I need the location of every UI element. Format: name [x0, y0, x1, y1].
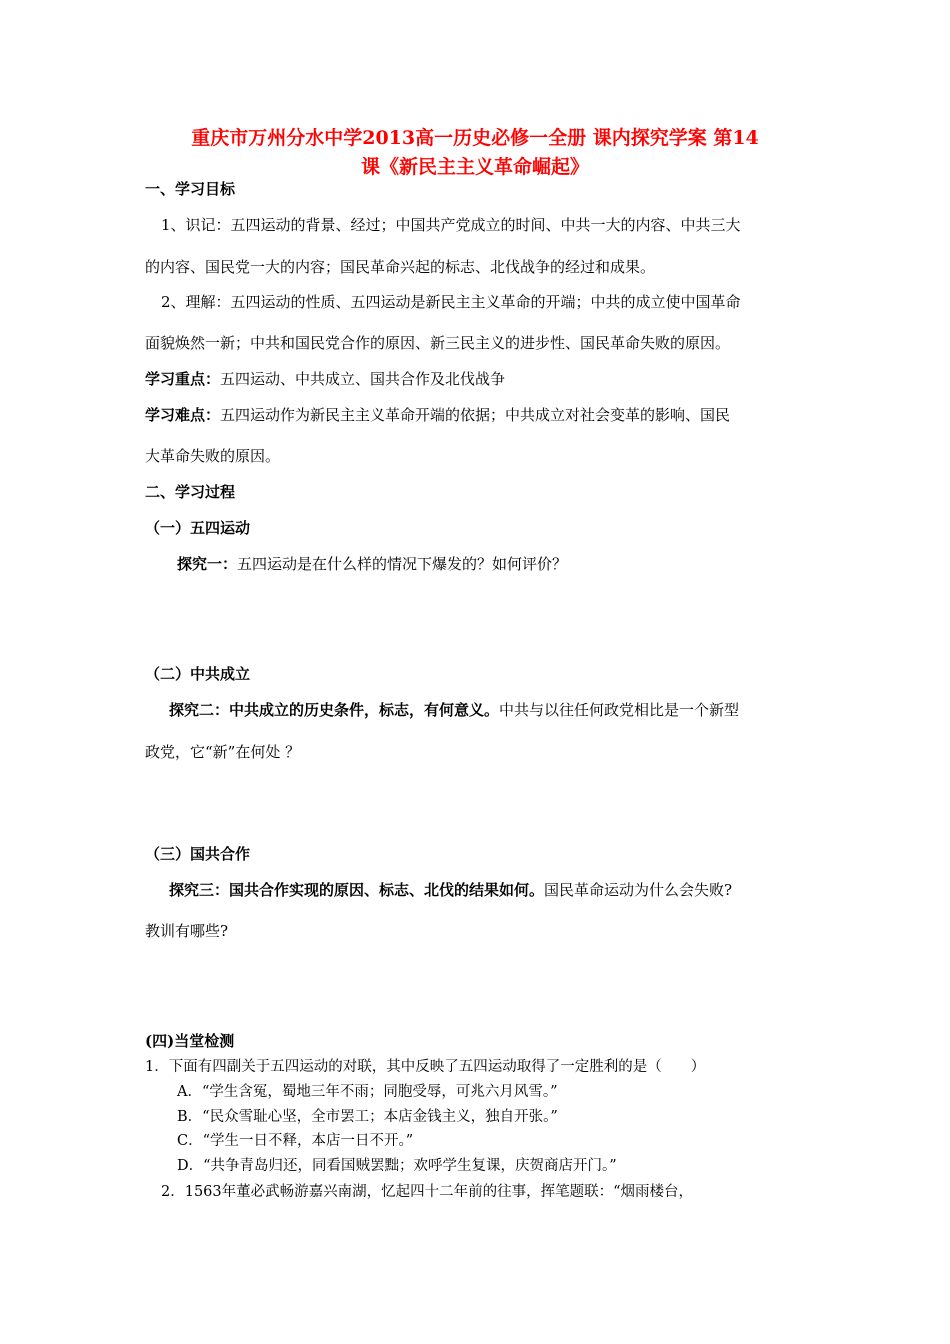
key-points-text: 五四运动、中共成立、国共合作及北伐战争 — [220, 370, 506, 388]
quiz-option-b: B．“民众雪耻心坚，全市罢工；本店金钱主义，独自开张。” — [177, 1109, 558, 1125]
objective-2-line1: 2、理解：五四运动的性质、五四运动是新民主主义革命的开端；中共的成立使中国革命 — [161, 293, 741, 311]
quiz-option-c: C．“学生一日不释，本店一日不开。” — [177, 1133, 414, 1149]
key-points-label: 学习重点： — [145, 370, 221, 388]
document-title-line2: 课《新民主主义革命崛起》 — [360, 156, 589, 178]
inquiry-3 — [169, 879, 732, 900]
subsection-class-test: (四)当堂检测 — [145, 1032, 235, 1050]
subsection-kmt-cpc-cooperation: （三）国共合作 — [145, 845, 251, 863]
difficult-points-label: 学习难点： — [145, 406, 221, 424]
inquiry-2 — [169, 699, 739, 720]
inquiry-3-bold: 探究三：国共合作实现的原因、标志、北伐的结果如何。 — [169, 881, 545, 899]
difficult-points-text: 五四运动作为新民主主义革命开端的依据；中共成立对社会变革的影响、国民 — [220, 406, 731, 424]
key-points — [145, 368, 505, 389]
objective-1-line2: 的内容、国民党一大的内容；国民革命兴起的标志、北伐战争的经过和成果。 — [145, 258, 656, 276]
inquiry-3-text: 国民革命运动为什么会失败? — [544, 881, 733, 899]
difficult-points — [145, 404, 730, 425]
inquiry-2-text: 中共与以往任何政党相比是一个新型 — [499, 701, 740, 719]
inquiry-2-line2: 政党，它“新”在何处 ？ — [145, 743, 301, 761]
inquiry-1 — [177, 553, 567, 574]
subsection-ccp-founding: （二）中共成立 — [145, 665, 251, 683]
quiz-option-a: A．“学生含冤，蜀地三年不雨；同胞受辱，可兆六月风雪。” — [177, 1084, 558, 1100]
section-heading-process: 二、学习过程 — [145, 483, 236, 501]
objective-2-line2: 面貌焕然一新；中共和国民党合作的原因、新三民主义的进步性、国民革命失败的原因。 — [145, 334, 731, 352]
difficult-points-line2: 大革命失败的原因。 — [145, 447, 281, 465]
inquiry-1-label: 探究一： — [177, 555, 238, 573]
quiz-question-2: 2．1563年董必武畅游嘉兴南湖，忆起四十二年前的往事，挥笔题联：“烟雨楼台， — [161, 1184, 694, 1200]
inquiry-1-text: 五四运动是在什么样的情况下爆发的？如何评价？ — [237, 555, 568, 573]
quiz-option-d: D．“共争青岛归还，同看国贼罢黜；欢呼学生复课，庆贺商店开门。” — [177, 1158, 617, 1174]
objective-1-line1: 1、识记：五四运动的背景、经过；中国共产党成立的时间、中共一大的内容、中共三大 — [161, 216, 741, 234]
section-heading-objectives: 一、学习目标 — [145, 180, 236, 198]
inquiry-2-bold: 探究二：中共成立的历史条件，标志，有何意义。 — [169, 701, 500, 719]
quiz-question-1: 1．下面有四副关于五四运动的对联，其中反映了五四运动取得了一定胜利的是（ ） — [145, 1059, 706, 1075]
inquiry-3-line2: 教训有哪些? — [145, 922, 229, 940]
document-title-line1: 重庆市万州分水中学2013高一历史必修一全册 课内探究学案 第14 — [191, 127, 759, 149]
subsection-may-fourth: （一）五四运动 — [145, 519, 251, 537]
